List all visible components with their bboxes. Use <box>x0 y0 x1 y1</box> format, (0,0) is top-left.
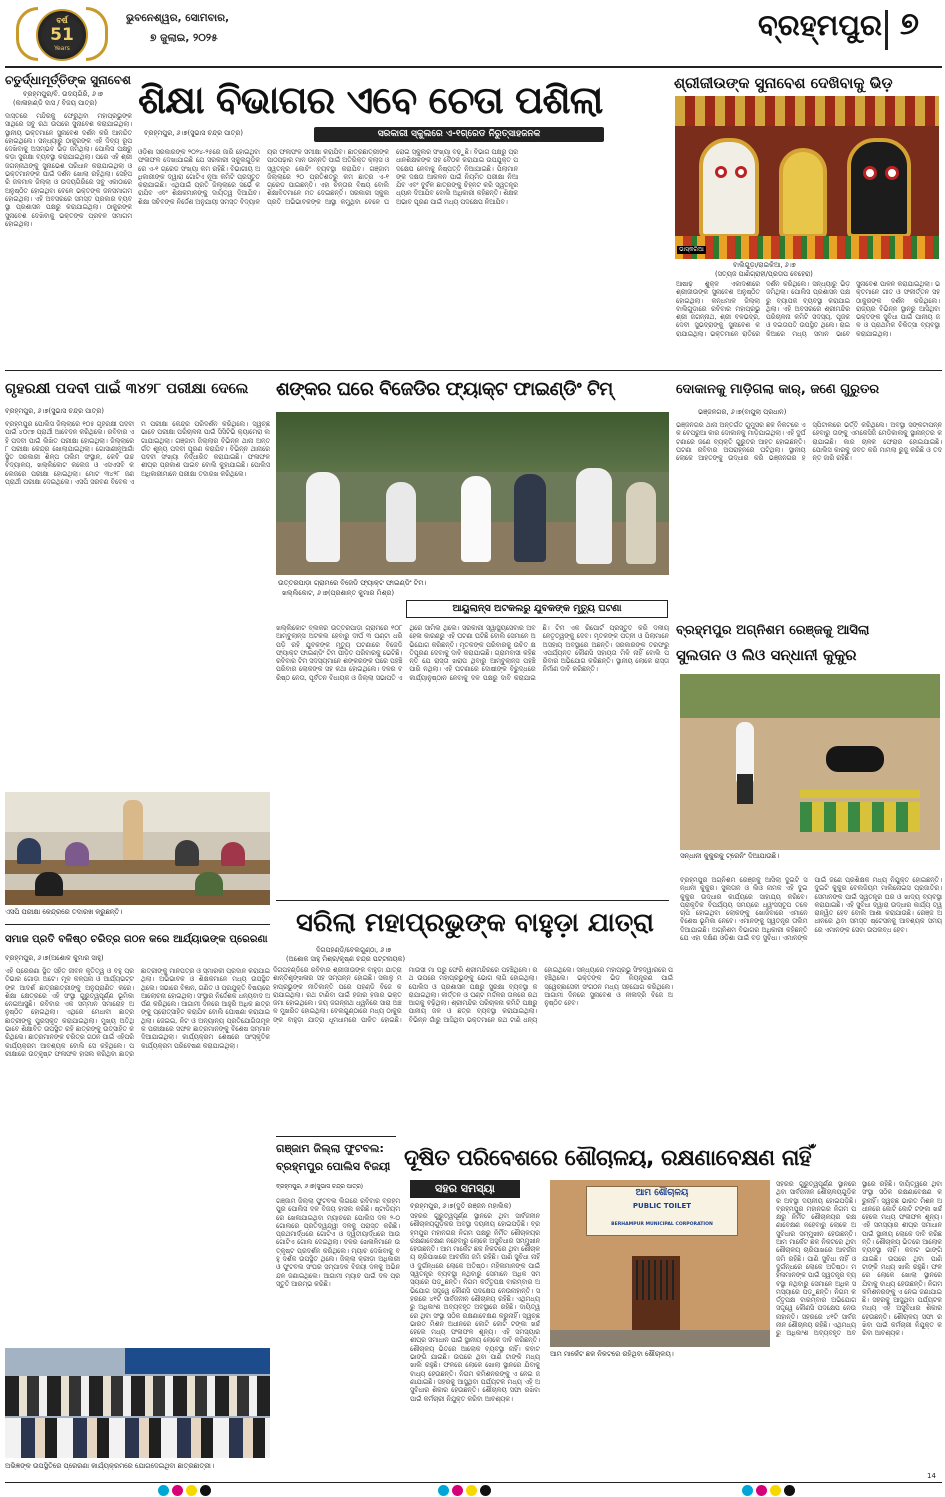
garland-band <box>675 236 939 259</box>
badge-number: 51 <box>50 25 74 45</box>
story-body: ଭଞ୍ଜନଗର ଥାନା ଅନ୍ତର୍ଗତ ଗୁମୁସର ଛକ ନିକଟରେ ଏକ ବେପରୁଆ କାର ଦୋକାନକୁ ମାଡ଼ିଯାଇଥିଲା। ଏହି ଦୁର୍ଘଟଣାରେ ଜଣେ ବ୍ୟକ୍ତି ଗୁରୁତର ଆହତ ହୋଇଛନ୍ତି। ଘଟଣା ରବିବାର ଅପରାହ୍ନରେ ଘଟିଥିଲା। ସ୍ଥାନୀୟ ଲୋକେ ଆହତଙ୍କୁ ଉଦ୍ଧାର କରି ଭଞ୍ଜନଗର ହସ୍ପିଟାଲରେ ଭର୍ତ୍ତି କରିଥିଲେ। ଅବସ୍ଥା ସଙ୍କଟାପନ୍ନ ହେବାରୁ ତାଙ୍କୁ ଏମକେସିଜି ମେଡିକାଲକୁ ସ୍ଥାନାନ୍ତର କରାଯାଇଛି। କାର ଚାଳକ ଫେରାର ହୋଇଯାଇଛି। ପୋଲିସ କାରକୁ ଜବତ କରି ମାମଲା ରୁଜୁ କରିଛି ଓ ତଦନ୍ତ ଜାରି ରହିଛି। <box>676 421 942 463</box>
headline: ସରିଲା ମହାପ୍ରଭୁଙ୍କ ବାହୁଡ଼ା ଯାତ୍ରା <box>296 908 654 938</box>
headline: ଶଙ୍କର ଘରେ ବିଜେଡିର ଫ୍ୟାକ୍ଟ ଫାଇଣ୍ଡିଂ ଟିମ୍ <box>276 379 613 400</box>
story-body: ବ୍ରହ୍ମପୁର ପୋଲିସ ଜିଲ୍ଲାରେ ୧୦୫ ଗୃହରକ୍ଷୀ ପଦବୀ ପାଇଁ ୪୦୯୭ ପ୍ରାର୍ଥୀ ଆବେଦନ କରିଥିଲେ। ରବିବାର ଏହି ପଦବୀ ପାଇଁ ଲିଖିତ ପରୀକ୍ଷା ହୋଇଥିଲା। ଜିଲ୍ଲାରେ ୮ ପରୀକ୍ଷା କେନ୍ଦ୍ର ଖୋଲାଯାଇଥିଲା। ଗୋସାଣୀନୂଆଗାଁ ସ୍ଥିତ ସରକାରୀ ଶିଳ୍ପ ତାଲିମ ସଂସ୍ଥାନ, କେବି ଉଚ୍ଚ ବିଦ୍ୟାଳୟ, ଖଲ୍ଲିକୋଟ କଲେଜ ଓ ଏସଏସବି କଲେଜରେ ପରୀକ୍ଷା ହୋଇଥିଲା। ମୋଟ ୩୪୨୮ ଜଣ ପ୍ରାର୍ଥୀ ପରୀକ୍ଷା ଦେଇଥିଲେ। ଏସପି ସରବଣ ବିବେକ ଏମ ପରୀକ୍ଷା କେନ୍ଦ୍ର ପରିଦର୍ଶନ କରିଥିଲେ। ସ୍ୱଚ୍ଛ ଭାବେ ପରୀକ୍ଷା ପରିଚାଳନା ପାଇଁ ସିସିଟିଭି କ୍ୟାମେରା ଲଗାଯାଇଥିଲା। ଗଞ୍ଜାମ ଜିଲ୍ଲାର ବିଭିନ୍ନ ଥାନା ଅନ୍ତର୍ଗତ ଶୂନ୍ୟ ପଦବୀ ପୂରଣ କରାଯିବ। ବିଭିନ୍ନ ଥାନାରେ ପଦବୀ ସଂଖ୍ୟା ନିର୍ଦ୍ଧାରିତ କରାଯାଇଛି। ଫଳାଫଳ ଶୀଘ୍ର ପ୍ରକାଶ ପାଇବ ବୋଲି କୁହାଯାଇଛି। ପୋଲିସ ଅଧିକାରୀମାନେ ପରୀକ୍ଷା ତଦାରଖ କରିଥିଲେ। <box>5 420 270 487</box>
headline-line-2: ବ୍ରହ୍ମପୁର ପୋଲିସ ବିଜୟୀ <box>276 1160 391 1173</box>
badge-sub-label: Years <box>54 45 70 52</box>
canopy <box>675 96 939 126</box>
student-2 <box>65 842 89 866</box>
anniversary-badge <box>14 5 110 63</box>
sign-en-2: BERHAMPUR MUNICIPAL CORPORATION <box>611 1222 713 1227</box>
student-4 <box>221 842 245 866</box>
deity-subhadra <box>779 148 827 238</box>
black-dot-icon <box>480 1485 491 1496</box>
story-bjd-fact-finding <box>276 374 669 920</box>
story-bahuda-yatra <box>273 904 674 1130</box>
black-dot-icon <box>200 1485 211 1496</box>
trainer <box>736 722 754 782</box>
story-body: ଦାସ୍ତରେ ମନ୍ଦିରକୁ ଫେରୁଥିବା ମହାପ୍ରଭୁଙ୍କ ସାଥିରେ ସବୁ ରଥ ଉପରେ ସୁନାବେଶ କରାଯାଇଥିଲା। ସ୍ଥାନୀୟ ଭକ୍ତମାନେ ସୁନାବେଶ ଦର୍ଶନ କରି ଆନନ୍ଦିତ ହୋଇଥିଲେ। ସନ୍ଧ୍ୟାରୁ ଠାକୁରଙ୍କ ଏହି ଦିବ୍ୟ ରୂପ ଦେଖିବାକୁ ଅସମ୍ଭବ ଭିଡ଼ ଜମିଥିଲା। ପୋଲିସ ପକ୍ଷରୁ କଡ଼ା ସୁରକ୍ଷା ବ୍ୟବସ୍ଥା କରାଯାଇଥିଲା। ପରେ ଏହି ଶ୍ରୀ ଜଗନ୍ନାଥଙ୍କୁ ସୁନାଭେଶ ପରିଧାନ କରାଯାଇଥିଲା ଓ ଭକ୍ତମାନଙ୍କ ପାଇଁ ଦର୍ଶନ ଖୋଲା ରହିଥିଲା। ସେହିପରି ଜଳମାଳ ଜିଲ୍ଲା ଓ ଉଦୟଗିରିରେ ସବୁ ଏକାଠାରେ ଅନୁଷ୍ଠିତ ହୋଇଥିବା ବେଳେ ଭକ୍ତଙ୍କ ଜନସମାଗମ ହୋଇଥିଲା। ଏହି ଅବସରରେ ସମସ୍ତ ପ୍ରକାର ବ୍ୟବସ୍ଥା ପ୍ରଶାସନ ପକ୍ଷରୁ କରାଯାଇଥିଲା। ଠାକୁରଙ୍କ ସୁନାବେଶ ଦେଖିବାକୁ ଭକ୍ତଙ୍କ ପ୍ରବଳ ସମାଗମ ହୋଇଥିଲା। <box>5 112 132 228</box>
story-football <box>276 1140 400 1480</box>
divider <box>276 1136 396 1137</box>
fact-finding-photo <box>276 412 669 575</box>
footer-rule <box>5 1482 942 1483</box>
hurdle-top <box>800 790 920 798</box>
story-car-accident <box>676 374 942 614</box>
badge-top-label: ବର୍ଷ <box>56 16 68 25</box>
banner <box>125 1348 270 1374</box>
student-5 <box>35 872 63 896</box>
cyan-dot-icon <box>158 1485 169 1496</box>
eye-left-1 <box>715 166 727 178</box>
ground <box>550 1330 770 1347</box>
byline: ଖଲ୍ଲିକୋଟ, ୬।୭(ପ୍ରଶାନ୍ତ କୁମାର ମିଶ୍ର) <box>282 589 395 597</box>
series-label: ସହର ସମସ୍ୟା <box>410 1180 520 1198</box>
dateline-line-2: ୭ ଜୁଲାଇ, ୨୦୨୫ <box>150 32 218 44</box>
story-body: ଖଲ୍ଲିକୋଟ ବ୍ଲକର ଉତ୍ତରପାଡ଼ା ଗ୍ରାମରେ ୧୦୮ ଆମ୍ବୁଲାନ୍ସ ଅଟକଲ ହେବାରୁ ଦୀର୍ଘ ୩ ଘଣ୍ଟା ଧରି ପଡ଼ି ରହି ଯୁବକଙ୍କ ମୃତ୍ୟୁ ଘଟଣାରେ ବିଜେଡି ଫ୍ୟାକ୍ଟ ଫାଇଣ୍ଡିଂ ଟିମ ପୀଡ଼ିତ ପରିବାରକୁ ଭେଟିଛି। ରବିବାର ଟିମ ସଦସ୍ୟମାନେ ଶଙ୍କରଙ୍କ ଘରେ ପହଞ୍ଚି ପରିବାର ଲୋକଙ୍କ ସହ କଥା ହୋଇଥିଲେ। ଦଳର ବରିଷ୍ଠ ନେତା, ପୂର୍ବତନ ବିଧାୟକ ଓ ଜିଲ୍ଲା ସଭାପତି ଏଥିରେ ସାମିଲ ଥିଲେ। ସରକାରୀ ସ୍ୱାସ୍ଥ୍ୟସେବାର ଅବହେଳା କାରଣରୁ ଏହି ଘଟଣା ଘଟିଛି ବୋଲି ସେମାନେ ଅଭିଯୋଗ କରିଛନ୍ତି। ମୃତକଙ୍କ ପରିବାରକୁ ଉଚିତ କ୍ଷତିପୂରଣ ଦେବାକୁ ଦାବି କରାଯାଇଛି। ଗ୍ରାମବାସୀ କହିଛନ୍ତି ଯେ ରାସ୍ତା ଖରାପ ଥିବାରୁ ଆମ୍ବୁଲାନ୍ସ ପହଞ୍ଚି ପାରି ନଥିଲା। ଏହି ଘଟଣାରେ ଦୋଷୀଙ୍କ ବିରୁଦ୍ଧରେ କାର୍ଯ୍ୟାନୁଷ୍ଠାନ ନେବାକୁ ଦଳ ପକ୍ଷରୁ ଦାବି କରାଯାଇଛି। ଟିମ ଏକ ରିପୋର୍ଟ ପ୍ରସ୍ତୁତ କରି ଦଳୀୟ ନେତୃତ୍ୱଙ୍କୁ ଦେବ। ମୃତକଙ୍କ ପତ୍ନୀ ଓ ପିଲାମାନେ ଅସହାୟ ଅବସ୍ଥାରେ ଅଛନ୍ତି। ସରକାରଙ୍କ ତରଫରୁ ଏପର୍ଯ୍ୟନ୍ତ କୌଣସି ସହାୟତା ମିଳି ନାହିଁ ବୋଲି ପରିବାର ଅଭିଯୋଗ କରିଛନ୍ତି। ସ୍ଥାନୀୟ ଲୋକେ ରାସ୍ତା ନିର୍ମାଣ ଦାବି କରିଛନ୍ତି। <box>276 624 669 682</box>
person-3 <box>461 476 491 562</box>
badge-left-laurel-icon <box>16 7 38 61</box>
photo-caption: ଅଭିଜ୍ଞଙ୍କ ଉପସ୍ଥିତିରେ ପ୍ରେରଣା କାର୍ଯ୍ୟକ୍ରମରେ ଯୋଗଦେଇଥିବା ଛାତ୍ରଛାତ୍ରୀ। <box>5 1462 214 1470</box>
story-sniffer-dogs <box>676 620 942 920</box>
sign-en-1: PUBLIC TOILET <box>632 1202 692 1210</box>
headline-line-1: ବ୍ରହ୍ମପୁର ଅଗ୍ନିଶମ ରେଞ୍ଜକୁ ଆସିଲା <box>676 623 870 638</box>
magenta-dot-icon <box>756 1485 767 1496</box>
byline-names: (ଅଶୋକ ସାହୁ ମିଶ୍ର/କୃଷ୍ଣ ଚନ୍ଦ୍ର ପଟ୍ଟନାୟକ) <box>286 955 406 963</box>
deity-jagannath <box>847 138 911 238</box>
eye-left-3 <box>863 166 877 180</box>
officer <box>123 800 143 860</box>
page-number: ୭ <box>900 6 919 42</box>
story-aryabhatta-inspiration <box>5 928 270 1480</box>
photo-tag: ଭାସ୍କରିଆ <box>679 246 704 253</box>
story-body-gold-crowd: ଆଷାଢ଼ ଶୁକ୍ଳ ଏକାଦଶୀରେ ଶ୍ରୀଜୀଉଙ୍କ ସୁନାବେଶ ଅନୁଷ୍ଠିତ ହୋଇଥିଲା। କନ୍ଧମାଳ ଜିଲ୍ଲା ବାଲିଗୁଡ଼ାରେ ରବିବାର ମହାପ୍ରଭୁ ଶ୍ରୀ ଜଗନ୍ନାଥ, ଶ୍ରୀ ବଳଭଦ୍ର, ଦେବୀ ସୁଭଦ୍ରାଙ୍କୁ ସୁନାବେଶ କରାଯାଇଥିଲା। ଭକ୍ତମାନେ ରାତିରେ ଦର୍ଶନ କରିଥିଲେ। ସନ୍ଧ୍ୟାରୁ ଭିଡ଼ ଜମିଥିଲା। ପୋଲିସ ପ୍ରଶାସନ ପକ୍ଷରୁ ବ୍ୟାପକ ବ୍ୟବସ୍ଥା କରାଯାଇଥିଲା। ଏହି ଅବସରରେ ଶ୍ରୀମନ୍ଦିର ପରିଚାଳନା କମିଟି ସଦସ୍ୟ, ପୂଜକ ଓ ଦଇତାପତି ଉପସ୍ଥିତ ଥିଲେ। ରାଇକିଆରେ ମଧ୍ୟ ସମାନ ଭାବେ ସୁନାବେଶ ପାଳନ କରାଯାଇଥିଲା। ଭକ୍ତମାନେ ଗୀତ ଓ ସଂକୀର୍ତ୍ତନ ସହ ଠାକୁରଙ୍କ ଦର୍ଶନ କରିଥିଲେ। ରାଜ୍ୟର ବିଭିନ୍ନ ସ୍ଥାନରୁ ଆସିଥିବା ଭକ୍ତଙ୍କ ସୁବିଧା ପାଇଁ ପାନୀୟ ଜଳ ଓ ପ୍ରାଥମିକ ଚିକିତ୍ସା ବ୍ୟବସ୍ଥା କରାଯାଇଥିଲା। <box>676 280 940 338</box>
subhead-band: ସରକାରୀ ସ୍କୁଲରେ ଏ-୧ଗ୍ରେଡ ନିରୁତ୍ସାହଜନକ <box>314 127 604 142</box>
masthead <box>0 0 945 68</box>
masthead-divider <box>885 10 888 50</box>
story-body: ଗଞ୍ଜାମ ଜିଲ୍ଲା ଫୁଟବଲ ଲିଗରେ ରବିବାର ବ୍ରହ୍ମପୁର ପୋଲିସ ଦଳ ବିଜୟ ହାସଲ କରିଛି। ଷ୍ଟାଡିୟମରେ ଖେଳାଯାଇଥିବା ମ୍ୟାଚରେ ପୋଲିସ ଦଳ ୨-୦ ଗୋଲରେ ପ୍ରତିଦ୍ୱନ୍ଦ୍ୱୀ ଦଳକୁ ପରାସ୍ତ କରିଛି। ପ୍ରଥମାର୍ଦ୍ଧରେ ଗୋଟିଏ ଓ ଦ୍ୱିତୀୟାର୍ଦ୍ଧରେ ଆଉ ଗୋଟିଏ ଗୋଲ ଦେଇଥିଲା। ଦଳର ଖେଳାଳିମାନେ ଉତ୍କୃଷ୍ଟ ପ୍ରଦର୍ଶନ କରିଥିଲେ। ମ୍ୟାଚ ଦେଖିବାକୁ ବହୁ ଦର୍ଶକ ଉପସ୍ଥିତ ଥିଲେ। ଜିଲ୍ଲା କ୍ରୀଡ଼ା ଅଧିକାରୀ ଓ ଫୁଟବଲ ସଂଘର ସମ୍ପାଦକ ବିଜୟୀ ଦଳକୁ ଅଭିନନ୍ଦନ ଜଣାଇଥିଲେ। ଆଗାମୀ ମ୍ୟାଚ ପାଇଁ ଦଳ ପ୍ରସ୍ତୁତି ଆରମ୍ଭ କରିଛି। <box>276 1197 400 1288</box>
person-6 <box>626 482 656 564</box>
student-3 <box>175 840 199 866</box>
person-2 <box>386 482 416 562</box>
footer-page-mark: 14 <box>927 1472 936 1480</box>
row-back <box>5 1376 270 1416</box>
row-front <box>5 1418 270 1458</box>
byline: ବାଲିଗୁଡ଼ା/ରାଇକିଆ, ୬।୭ <box>733 261 796 269</box>
headline: ଦୂଷିତ ପରିବେଶରେ ଶୌଚାଳୟ, ରକ୍ଷଣାବେକ୍ଷଣ ନାହିଁ <box>404 1146 812 1171</box>
photo-caption: ଉତ୍ତରପାଡ଼ା ଗ୍ରାମରେ ବିଜେଡି ଫ୍ୟାକ୍ଟ ଫାଇଣ୍ଡିଂ ଟିମ। <box>278 579 427 587</box>
byline: ବ୍ରହ୍ମପୁର, ୬।୭(ଅଶୋକ କୁମାର ସାହୁ) <box>5 954 104 962</box>
exam-hall-photo <box>5 792 270 905</box>
story-body-dogs: ବ୍ରହ୍ମପୁର ଅଗ୍ନିଶମ ରେଞ୍ଜକୁ ଆସିଲା ଦୁଇଟି ସନ୍ଧାନୀ କୁକୁର। ସୁଲତାନ ଓ ଲିଓ ନାମକ ଏହି ଦୁଇ କୁକୁର ଉଦ୍ଧାର କାର୍ଯ୍ୟରେ ସାହାଯ୍ୟ କରିବେ। ପ୍ରାକୃତିକ ବିପର୍ଯ୍ୟୟ ସମୟରେ ଧ୍ୱଂସସ୍ତୂପ ତଳେ ଚାପି ହୋଇଥିବା ଲୋକଙ୍କୁ ଖୋଜିବାରେ ଏମାନେ ବିଶେଷ ଭୂମିକା ନେବେ। ଏମାନଙ୍କୁ ସ୍ୱତନ୍ତ୍ର ତାଲିମ ଦିଆଯାଇଛି। ଅଗ୍ନିଶମ ବିଭାଗର ଅଧିକାରୀ କହିଛନ୍ତି ଯେ ଏହା ଦକ୍ଷିଣ ଓଡ଼ିଶା ପାଇଁ ବଡ଼ ସୁବିଧା। ଏମାନଙ୍କ ପାଇଁ ଜଣେ ପ୍ରଶିକ୍ଷକ ମଧ୍ୟ ନିଯୁକ୍ତ ହୋଇଛନ୍ତି। ଦୁଇଟି କୁକୁର ବେଲଜିୟମ ମାଲିନୋଇସ ପ୍ରଜାତିର। ସେମାନଙ୍କ ପାଇଁ ସ୍ୱତନ୍ତ୍ର ଘର ଓ ଖାଦ୍ୟ ବ୍ୟବସ୍ଥା କରାଯାଇଛି। ଏହି ସୁବିଧା ଦ୍ୱାରା ଉଦ୍ଧାର କାର୍ଯ୍ୟ ତ୍ୱରାନ୍ୱିତ ହେବ ବୋଲି ଆଶା କରାଯାଉଛି। ରେଞ୍ଜ ଅଧୀନରେ ଥିବା ସମସ୍ତ ଷ୍ଟେସନକୁ ଆବଶ୍ୟକ ସମୟରେ ଏମାନଙ୍କ ସେବା ଉପଲବ୍ଧ ହେବ। <box>680 876 942 943</box>
byline: ବ୍ରହ୍ମପୁର, ୬।୭(ସୁଭାସ ଚନ୍ଦ୍ର ପାତ୍ର) <box>276 1184 363 1190</box>
black-dot-icon <box>784 1485 795 1496</box>
byline: ବ୍ରହ୍ମପୁର/ବି. ଉଦୟଗିରି, ୬।୭ <box>23 90 103 98</box>
headline-line-1: ଗଞ୍ଜାମ ଜିଲ୍ଲା ଫୁଟବଲ: <box>276 1142 384 1155</box>
byline: ଦିଗପହଣ୍ଡି/ବେଲଗୁଣ୍ଠା, ୬।୭ <box>316 946 392 954</box>
headline: ଚତୁର୍ଦ୍ଧାମୂର୍ତ୍ତିଙ୍କ ସୁନାବେଶ <box>5 73 131 87</box>
deities-photo <box>675 96 939 259</box>
story-home-guard-exam <box>5 374 270 920</box>
trainer-legs <box>737 774 753 804</box>
print-registration-strip <box>0 1485 945 1497</box>
magenta-dot-icon <box>172 1485 183 1496</box>
masthead-rule <box>5 66 942 68</box>
byline: ଭଞ୍ଜନଗର, ୬।୭(ବାପୁଲା ପ୍ରଧାନ) <box>698 408 787 416</box>
byline-names: (କାଳାହାଣ୍ଡି ଦାସ / ବିଜୟ ପାତ୍ର) <box>13 99 97 107</box>
person-5 <box>576 468 612 564</box>
eye-right-1 <box>735 166 747 178</box>
story-body-right: ସହରର ଗୁରୁତ୍ୱପୂର୍ଣ୍ଣ ସ୍ଥାନରେ ଥିବା ସାର୍ବଜନୀନ ଶୌଚାଳୟଗୁଡ଼ିକର ଅବସ୍ଥା ଦୟନୀୟ ହୋଇପଡ଼ିଛି। ବ୍ରହ୍ମପୁର ମହାନଗର ନିଗମ ପକ୍ଷରୁ ନିର୍ମିତ ଶୌଚାଳୟର ରକ୍ଷଣାବେକ୍ଷଣ ନହେବାରୁ ଲୋକେ ଅସୁବିଧାର ସମ୍ମୁଖୀନ ହେଉଛନ୍ତି। ଆମ ମାର୍କେଟ ଛକ ନିକଟରେ ଥିବା ଶୌଚାଳୟ ଚାରିପାଖରେ ଆବର୍ଜନା ଜମି ରହିଛି। ପାଣି ସୁବିଧା ନାହିଁ ଓ ଦୁର୍ଗନ୍ଧରେ ଲୋକେ ଅତିଷ୍ଠ। ମହିଳାମାନଙ୍କ ପାଇଁ ସ୍ୱତନ୍ତ୍ର ବ୍ୟବସ୍ଥା ନଥିବାରୁ ସେମାନେ ଅଧିକ ସମସ୍ୟାରେ ପଡ଼ୁଛନ୍ତି। ନିଗମ କର୍ତ୍ତୃପକ୍ଷ ବାରମ୍ବାର ଅଭିଯୋଗ ସତ୍ତ୍ୱେ କୌଣସି ପଦକ୍ଷେପ ନେଉନାହାନ୍ତି। ସହରରେ ୪୧ଟି ସାର୍ବଜନୀନ ଶୌଚାଳୟ ରହିଛି। ଏଥିମଧ୍ୟରୁ ଅଧିକାଂଶ ଅବ୍ୟବହୃତ ଅବସ୍ଥାରେ ରହିଛି। ଦାୟିତ୍ୱରେ ଥିବା ସଂସ୍ଥା ସଠିକ ରକ୍ଷଣାବେକ୍ଷଣ କରୁନାହିଁ। ସ୍ୱଚ୍ଛ ଭାରତ ମିଶନ ଅଧୀନରେ କୋଟି କୋଟି ଟଙ୍କା ଖର୍ଚ୍ଚ ହେଲେ ମଧ୍ୟ ଫଳାଫଳ ଶୂନ୍ୟ। ଏହି ସମସ୍ୟାର ଶୀଘ୍ର ସମାଧାନ ପାଇଁ ସ୍ଥାନୀୟ ଲୋକେ ଦାବି କରିଛନ୍ତି। ଶୌଚାଳୟ ଭିତରେ ଆଲୋକ ବ୍ୟବସ୍ଥା ନାହିଁ। କବାଟ ଭାଙ୍ଗି ଯାଇଛି। ଉପରେ ଥିବା ପାଣି ଟାଙ୍କି ମଧ୍ୟ ଖାଲି ରହୁଛି। ଫଳରେ ଲୋକେ ଖୋଲା ସ୍ଥାନରେ ଯିବାକୁ ବାଧ୍ୟ ହେଉଛନ୍ତି। ନିଗମ କମିଶନରଙ୍କୁ ଏ ନେଇ ଜଣାଯାଇଛି। ସହରକୁ ଆସୁଥିବା ପର୍ଯ୍ୟଟକ ମଧ୍ୟ ଏହି ଅସୁବିଧାର ଶିକାର ହେଉଛନ୍ତି। ଶୌଚାଳୟ ସଫା ରଖିବା ପାଇଁ କର୍ମଚାରୀ ନିଯୁକ୍ତ କରିବା ଆବଶ୍ୟକ। <box>776 1180 942 1338</box>
divider <box>5 924 270 925</box>
headline: ସମାଜ ପ୍ରତି ବଳିଷ୍ଠ ଚରିତ୍ର ଗଠନ କରେ ଆର୍ଯ୍ୟାଭଙ୍କ ପ୍ରେରଣା <box>5 934 268 945</box>
field-far <box>680 674 940 718</box>
person-4 <box>514 474 546 562</box>
headline: ଶ୍ରୀଜୀଉଙ୍କ ସୁନାବେଶ ଦେଖିବାକୁ ଭିଡ଼ <box>674 74 893 92</box>
toilet-grille <box>636 1260 676 1300</box>
story-public-toilet <box>404 1140 942 1480</box>
story-body: ଓଡ଼ିଶା ସରକାରଙ୍କ ୨୦୨୪-୨୫ରେ ଜାରି ହୋଇଥିବା ଫଳାଫଳ ଦେଖାଯାଇଛି ଯେ ସରକାରୀ ସ୍କୁଲଗୁଡ଼ିକରେ ଏ-୧ ଗ୍ରେଡ ସଂଖ୍ୟା କମ ରହିଛି। ବିଭାଗୀୟ ଅଧିକାରୀଙ୍କ ଦ୍ୱାରା ଗୋଟିଏ ନୂଆ କମିଟି ପ୍ରସ୍ତୁତ କରାଯାଇଛି। ଏଥିପାଇଁ ପ୍ରତି ଜିଲ୍ଲାରେ ସର୍ଭେ କରାଯିବ ଏବଂ ଶିକ୍ଷକମାନଙ୍କୁ ଦାୟିତ୍ୱ ଦିଆଯିବ। ଶିକ୍ଷା ସଚିବଙ୍କ ନିର୍ଦ୍ଦେଶ ଅନୁଯାୟୀ ସମସ୍ତ ବିଦ୍ୟାଳୟର ଫଳାଫଳ ସମୀକ୍ଷା କରାଯିବ। ଛାତ୍ରଛାତ୍ରୀଙ୍କ ପାଠପଢ଼ାର ମାନ ଉନ୍ନତି ପାଇଁ ଅତିରିକ୍ତ କ୍ଲାସ ଓ ସ୍ୱତନ୍ତ୍ର କୋଚିଂ ବ୍ୟବସ୍ଥା କରାଯିବ। ଗଞ୍ଜାମ ଜିଲ୍ଲାରେ ୨୦ ପ୍ରତିଶତରୁ କମ ଛାତ୍ର ଏ-୧ ଗ୍ରେଡ ପାଇଛନ୍ତି। ଏହା ଚିନ୍ତାର ବିଷୟ ବୋଲି ଶିକ୍ଷାବିତମାନେ ମତ ଦେଇଛନ୍ତି। ସରକାରୀ ସ୍କୁଲ ପ୍ରତି ଅଭିଭାବକଙ୍କ ଆସ୍ଥା କମୁଥିବା ବେଳେ ଘରୋଇ ସ୍କୁଲର ସଂଖ୍ୟା ବଢ଼ୁଛି। ବିଭାଗ ପକ୍ଷରୁ ପ୍ରଧାନଶିକ୍ଷକଙ୍କ ସହ ବୈଠକ କରାଯାଇ ଉପଯୁକ୍ତ ପଦକ୍ଷେପ ନେବାକୁ ନିଷ୍ପତ୍ତି ନିଆଯାଇଛି। ପିଲାମାନଙ୍କ ଦକ୍ଷତା ଆକଳନ ପାଇଁ ନିୟମିତ ପରୀକ୍ଷା ନିଆଯିବ ଏବଂ ଦୁର୍ବଳ ଛାତ୍ରଙ୍କୁ ଚିହ୍ନଟ କରି ସ୍ୱତନ୍ତ୍ର ଧ୍ୟାନ ଦିଆଯିବ ବୋଲି ଅଧିକାରୀ କହିଛନ୍ତି। ଶିକ୍ଷକ ଅଭାବ ପୂରଣ ପାଇଁ ମଧ୍ୟ ପଦକ୍ଷେପ ନିଆଯିବ। <box>138 148 518 206</box>
eye-right-3 <box>885 166 899 180</box>
story-body: ସହରର ଗୁରୁତ୍ୱପୂର୍ଣ୍ଣ ସ୍ଥାନରେ ଥିବା ସାର୍ବଜନୀନ ଶୌଚାଳୟଗୁଡ଼ିକର ଅବସ୍ଥା ଦୟନୀୟ ହୋଇପଡ଼ିଛି। ବ୍ରହ୍ମପୁର ମହାନଗର ନିଗମ ପକ୍ଷରୁ ନିର୍ମିତ ଶୌଚାଳୟର ରକ୍ଷଣାବେକ୍ଷଣ ନହେବାରୁ ଲୋକେ ଅସୁବିଧାର ସମ୍ମୁଖୀନ ହେଉଛନ୍ତି। ଆମ ମାର୍କେଟ ଛକ ନିକଟରେ ଥିବା ଶୌଚାଳୟ ଚାରିପାଖରେ ଆବର୍ଜନା ଜମି ରହିଛି। ପାଣି ସୁବିଧା ନାହିଁ ଓ ଦୁର୍ଗନ୍ଧରେ ଲୋକେ ଅତିଷ୍ଠ। ମହିଳାମାନଙ୍କ ପାଇଁ ସ୍ୱତନ୍ତ୍ର ବ୍ୟବସ୍ଥା ନଥିବାରୁ ସେମାନେ ଅଧିକ ସମସ୍ୟାରେ ପଡ଼ୁଛନ୍ତି। ନିଗମ କର୍ତ୍ତୃପକ୍ଷ ବାରମ୍ବାର ଅଭିଯୋଗ ସତ୍ତ୍ୱେ କୌଣସି ପଦକ୍ଷେପ ନେଉନାହାନ୍ତି। ସହରରେ ୪୧ଟି ସାର୍ବଜନୀନ ଶୌଚାଳୟ ରହିଛି। ଏଥିମଧ୍ୟରୁ ଅଧିକାଂଶ ଅବ୍ୟବହୃତ ଅବସ୍ଥାରେ ରହିଛି। ଦାୟିତ୍ୱରେ ଥିବା ସଂସ୍ଥା ସଠିକ ରକ୍ଷଣାବେକ୍ଷଣ କରୁନାହିଁ। ସ୍ୱଚ୍ଛ ଭାରତ ମିଶନ ଅଧୀନରେ କୋଟି କୋଟି ଟଙ୍କା ଖର୍ଚ୍ଚ ହେଲେ ମଧ୍ୟ ଫଳାଫଳ ଶୂନ୍ୟ। ଏହି ସମସ୍ୟାର ଶୀଘ୍ର ସମାଧାନ ପାଇଁ ସ୍ଥାନୀୟ ଲୋକେ ଦାବି କରିଛନ୍ତି। ଶୌଚାଳୟ ଭିତରେ ଆଲୋକ ବ୍ୟବସ୍ଥା ନାହିଁ। କବାଟ ଭାଙ୍ଗି ଯାଇଛି। ଉପରେ ଥିବା ପାଣି ଟାଙ୍କି ମଧ୍ୟ ଖାଲି ରହୁଛି। ଫଳରେ ଲୋକେ ଖୋଲା ସ୍ଥାନରେ ଯିବାକୁ ବାଧ୍ୟ ହେଉଛନ୍ତି। ନିଗମ କମିଶନରଙ୍କୁ ଏ ନେଇ ଜଣାଯାଇଛି। ସହରକୁ ଆସୁଥିବା ପର୍ଯ୍ୟଟକ ମଧ୍ୟ ଏହି ଅସୁବିଧାର ଶିକାର ହେଉଛନ୍ତି। ଶୌଚାଳୟ ସଫା ରଖିବା ପାଇଁ କର୍ମଚାରୀ ନିଯୁକ୍ତ କରିବା ଆବଶ୍ୟକ। <box>410 1212 540 1403</box>
cyan-dot-icon <box>438 1485 449 1496</box>
headline: ଦୋକାନକୁ ମାଡ଼ିଗଲା କାର୍, ଜଣେ ଗୁରୁତର <box>676 382 880 397</box>
headline: ଶିକ୍ଷା ବିଭାଗର ଏବେ ଚେତା ପଶିଲା <box>138 78 603 122</box>
story-body: ଦିଗପହଣ୍ଡିରେ ରବିବାର ଶ୍ରୀଜୀଉଙ୍କ ବାହୁଡ଼ା ଯାତ୍ରା ଶାନ୍ତିଶୃଙ୍ଖଳାର ସହ ସମ୍ପନ୍ନ ହୋଇଛି। ସକାଳୁ ମହାପ୍ରଭୁଙ୍କ ନୀତିକାନ୍ତି ପରେ ପହଣ୍ଡି ବିଜେ କରାଯାଇଥିଲା। ରଥ ଟାଣିବା ପାଇଁ ହଜାର ହଜାର ଭକ୍ତ ଜମା ହୋଇଥିଲେ। ଜୟ ଜଗନ୍ନାଥ ଧ୍ୱନିରେ ସାରା ଅଞ୍ଚଳ ମୁଖରିତ ହୋଇଥିଲା। ବେଲଗୁଣ୍ଠାରେ ମଧ୍ୟ ଠାକୁରଙ୍କ ବାହୁଡ଼ା ଯାତ୍ରା ଧୂମଧାମରେ ପାଳିତ ହୋଇଛି। ମାଉସୀ ମା ଘରୁ ଫେରି ଶ୍ରୀମନ୍ଦିରରେ ପହଞ୍ଚିଥିଲେ। ରଥ ଉପରେ ମହାପ୍ରଭୁଙ୍କୁ ଭୋଗ ଲାଗି ହୋଇଥିଲା। ପୋଲିସ ଓ ପ୍ରଶାସନ ପକ୍ଷରୁ ସୁରକ୍ଷା ବ୍ୟବସ୍ଥା କରାଯାଇଥିଲା। କୀର୍ତ୍ତନ ଓ ଘଣ୍ଟ ମର୍ଦ୍ଦଳର ତାଳରେ ରଥ ଆଗକୁ ବଢ଼ିଥିଲା। ଶ୍ରୀମନ୍ଦିର ପରିଚାଳନା କମିଟି ପକ୍ଷରୁ ପାନୀୟ ଜଳ ଓ ଛତ୍ର ବ୍ୟବସ୍ଥା କରାଯାଇଥିଲା। ବିଭିନ୍ନ ଗାଁରୁ ଆସିଥିବା ଭକ୍ତମାନେ ରଥ ଟାଣି ଧନ୍ୟ ହୋଇଥିଲେ। ସନ୍ଧ୍ୟାରେ ମହାପ୍ରଭୁ ସିଂହଦ୍ୱାରରେ ପହଞ୍ଚିଥିଲେ। ଭକ୍ତଙ୍କ ଭିଡ଼ ନିୟନ୍ତ୍ରଣ ପାଇଁ ସ୍ୱେଚ୍ଛାସେବୀ ସଂଗଠନ ମଧ୍ୟ ସହଯୋଗ କରିଥିଲେ। ଆଗାମୀ ଦିନରେ ସୁନାବେଶ ଓ ନୀଳାଦ୍ରି ବିଜେ ଅନୁଷ୍ଠିତ ହେବ। <box>273 966 673 1024</box>
dog-training-photo <box>680 674 940 850</box>
award-ceremony-photo <box>5 1348 270 1458</box>
photo-caption: ଆମ ମାର୍କେଟ ଛକ ନିକଟରେ ରହିଥିବା ଶୌଚାଳୟ। <box>550 1350 674 1358</box>
trees <box>276 412 669 472</box>
deity-balabhadra <box>699 138 759 238</box>
student-1 <box>17 838 41 864</box>
photo-caption: ଏସପି ପରୀକ୍ଷା କେନ୍ଦ୍ରରେ ତଦାରଖ କରୁଛନ୍ତି। <box>5 908 123 916</box>
section-name: ବ୍ରହ୍ମପୁର <box>758 8 883 42</box>
byline-names: (ସତ୍ୟଜ ପାଣିଗ୍ରାହୀ/ପ୍ରତାପ ବେହେରା) <box>715 270 813 278</box>
story-body: ଏହି ପ୍ରେରଣା ସ୍ଥିତ ସହିତ ଜୀବନ କୃତିତ୍ୱ ଓ ବହୁ ପ୍ରତିଭାର ଗୋଡ଼ା ଅଟେ। ମୂଳ କଳ୍ପନା ଓ ଆର୍ଯ୍ୟଭଟ୍ଟଙ୍କ ଆଦର୍ଶ ଛାତ୍ରଛାତ୍ରୀଙ୍କୁ ଅନୁପ୍ରାଣିତ କରେ। ଶିକ୍ଷା କ୍ଷେତ୍ରରେ ଏହି ସଂସ୍ଥା ଗୁରୁତ୍ୱପୂର୍ଣ୍ଣ ଭୂମିକା ନେଇଆସୁଛି। ରବିବାର ଏକ ସମ୍ମାନ ସମାରୋହ ଅନୁଷ୍ଠିତ ହୋଇଥିଲା। ଏଥିରେ ମେଧାବୀ ଛାତ୍ରଛାତ୍ରୀଙ୍କୁ ପୁରସ୍କୃତ କରାଯାଇଥିଲା। ମୁଖ୍ୟ ଅତିଥି ଭାବେ ଶିକ୍ଷାବିତ ଉପସ୍ଥିତ ରହି ଛାତ୍ରଙ୍କୁ ଉତ୍ସାହିତ କରିଥିଲେ। ଛାତ୍ରମାନଙ୍କ ଚରିତ୍ର ଗଠନ ପାଇଁ ଏହିପରି କାର୍ଯ୍ୟକ୍ରମ ଆବଶ୍ୟକ ବୋଲି ସେ କହିଥିଲେ। ପରୀକ୍ଷାରେ ଉତ୍କୃଷ୍ଟ ଫଳାଫଳ ହାସଲ କରିଥିବା ଛାତ୍ରଛାତ୍ରୀଙ୍କୁ ମାନପତ୍ର ଓ ସ୍ମାରକୀ ପ୍ରଦାନ କରାଯାଇଥିଲା। ଅଭିଭାବକ ଓ ଶିକ୍ଷକମାନେ ମଧ୍ୟ ଉପସ୍ଥିତ ଥିଲେ। ସଭାରେ ବିଜ୍ଞାନ, ଗଣିତ ଓ ପ୍ରଯୁକ୍ତି ବିଷୟରେ ଆଲୋଚନା ହୋଇଥିଲା। ସଂସ୍ଥାର ନିର୍ଦ୍ଦେଶକ ଧନ୍ୟବାଦ ଅର୍ପଣ କରିଥିଲେ। ଆଗାମୀ ଦିନରେ ଆହୁରି ଅଧିକ ଛାତ୍ରଙ୍କୁ ପ୍ରୋତ୍ସାହିତ କରାଯିବ ବୋଲି ଘୋଷଣା କରାଯାଇଥିଲା। ଜେଇଇ, ନିଟ ଓ ଅନ୍ୟାନ୍ୟ ପ୍ରତିଯୋଗିତାମୂଳକ ପରୀକ୍ଷାରେ ସଫଳ ଛାତ୍ରମାନଙ୍କୁ ବିଶେଷ ସମ୍ମାନ ଦିଆଯାଇଥିଲା। କାର୍ଯ୍ୟକ୍ରମ ଶେଷରେ ସାଂସ୍କୃତିକ କାର୍ଯ୍ୟକ୍ରମ ପରିବେଷଣ କରାଯାଇଥିଲା। <box>5 967 270 1058</box>
subhead: ଆୟୁଲାନ୍ସ ଅଟକଲରୁ ଯୁବକଙ୍କ ମୃତ୍ୟୁ ଘଟଣା <box>452 603 622 614</box>
byline: ବ୍ରହ୍ମପୁର, ୬।୭(ସୁଭାସ ଚନ୍ଦ୍ର ପାତ୍ର) <box>5 407 104 415</box>
headline: ଗୃହରକ୍ଷୀ ପଦବୀ ପାଇଁ ୩୪୨୮ ପରୀକ୍ଷା ଦେଲେ <box>5 381 249 397</box>
story-gold-attire <box>5 72 132 366</box>
public-toilet-photo <box>550 1180 770 1347</box>
divider <box>5 370 942 371</box>
student-6 <box>195 872 223 896</box>
hurdle-bar <box>800 802 920 832</box>
byline: ବ୍ରହ୍ମପୁର, ୬।୭(ଦୁତି ରଞ୍ଜନ ମହାଲିକ) <box>410 1202 512 1210</box>
yellow-dot-icon <box>466 1485 477 1496</box>
cyan-dot-icon <box>742 1485 753 1496</box>
badge-right-laurel-icon <box>86 7 108 61</box>
headline-line-2: ସୁଲତାନ ଓ ଲିଓ ସନ୍ଧାନୀ କୁକୁର <box>676 646 857 664</box>
photo-caption: ସନ୍ଧାନୀ କୁକୁରକୁ ଟ୍ରେନିଂ ଦିଆଯାଉଛି। <box>680 852 780 860</box>
person-1 <box>306 472 340 562</box>
yellow-dot-icon <box>770 1485 781 1496</box>
yellow-dot-icon <box>186 1485 197 1496</box>
sign-odia: ଆମ ଶୌଚାଳୟ <box>635 1188 689 1198</box>
dateline-line-1: ଭୁବନେଶ୍ୱର, ସୋମବାର, <box>126 12 230 24</box>
magenta-dot-icon <box>452 1485 463 1496</box>
byline: ବ୍ରହ୍ମପୁର, ୬।୭(ସୁଭାସ ଚନ୍ଦ୍ର ପାତ୍ର) <box>144 129 243 137</box>
dog <box>826 746 884 772</box>
divider <box>276 900 669 901</box>
